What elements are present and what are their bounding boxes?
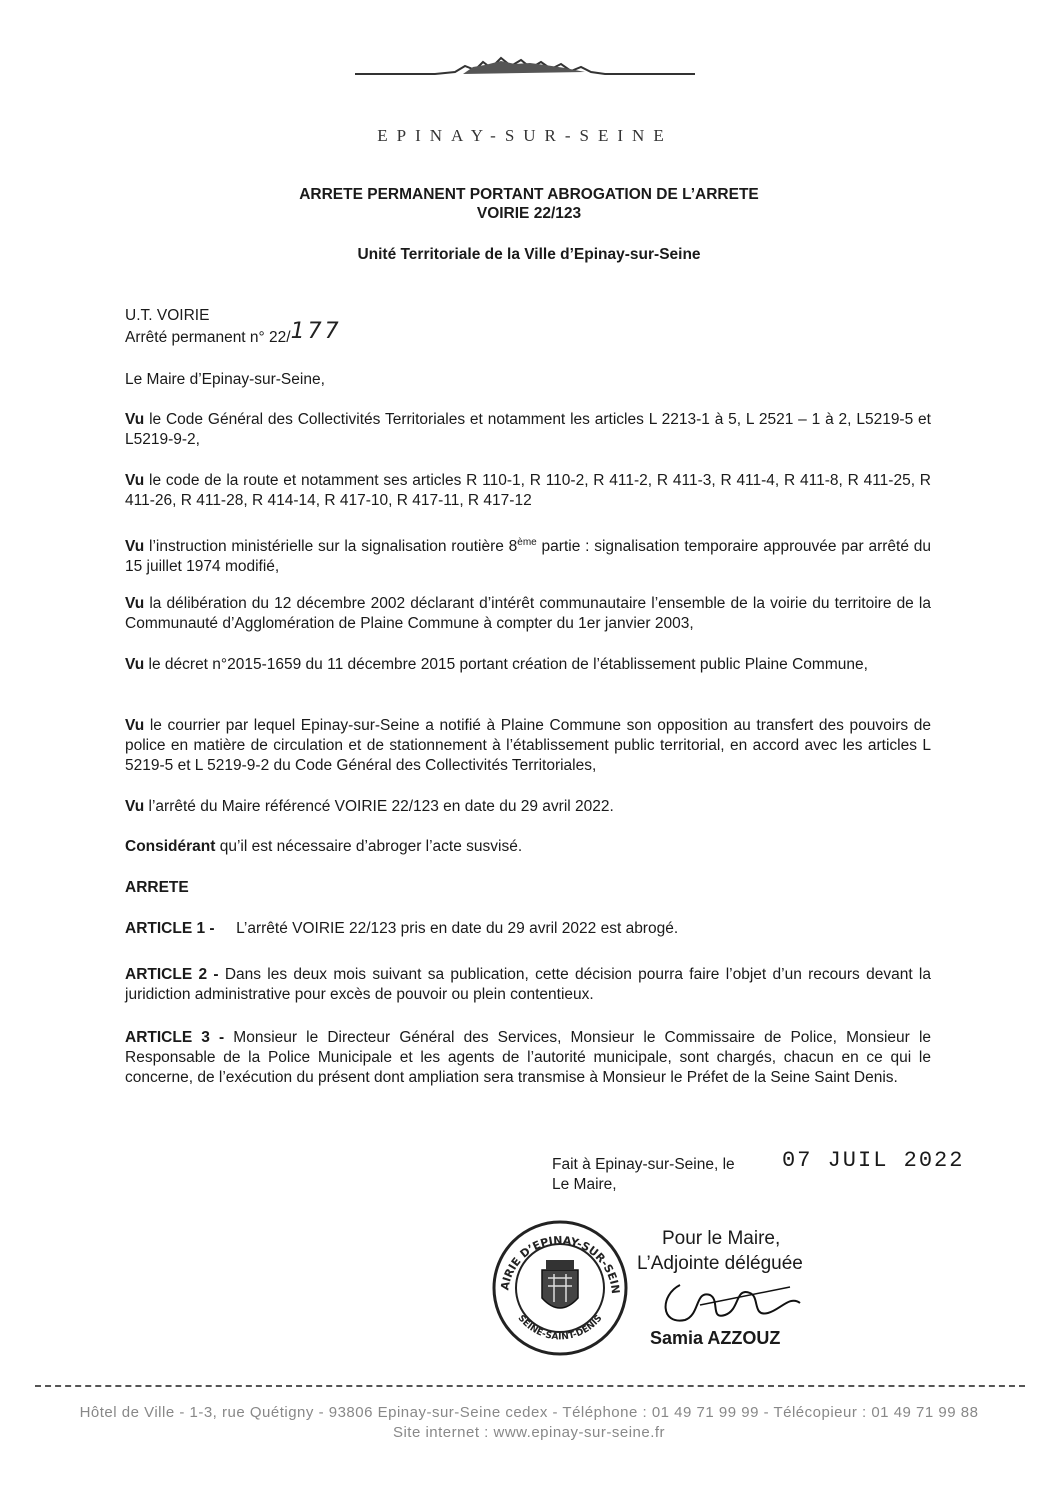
visa-text: partie : signalisation temporaire approuvée par arrêté du 15 juillet 1974 modifié, [125,538,932,576]
skyline-logo-icon [355,52,695,122]
logo-wordmark: EPINAY-SUR-SEINE [377,126,673,145]
footer-divider [35,1385,1025,1387]
article-label: ARTICLE 1 - [125,920,215,937]
arrete-number-handwritten: 177 [290,319,342,344]
visa-lead: Vu [125,595,145,612]
visa-paragraph [125,594,931,634]
visa-paragraph [125,533,931,577]
arrete-number-label: Arrêté permanent n° 22/ [125,329,291,346]
footer-website: Site internet : www.epinay-sur-seine.fr [392,1424,666,1441]
visa-text: la délibération du 12 décembre 2002 déclarant d’intérêt communautaire l’ensemble de la voirie du territoire de la Communauté d’Agglomération de Plaine Commune à compter du 1er janvier 2003, [125,595,931,632]
article-label: ARTICLE 3 - [125,1029,225,1046]
seal-text-top: AIRIE D’EPINAY-SUR-SEIN [498,1233,623,1295]
visa-text: le courrier par lequel Epinay-sur-Seine a notifié à Plaine Commune son opposition au transfert des pouvoirs de police en matière de circulation et de stationnement à l’établissement public territorial, en accord avec les articles L 5219-5 et L 5219-9-2 du Code Général des Collectivités Territoriales, [125,717,931,774]
visa-lead: Vu [125,472,145,489]
unit-label: U.T. VOIRIE [125,307,210,324]
visa-paragraph [125,471,931,511]
visa-lead: Vu [125,411,145,428]
footer-address: Hôtel de Ville - 1-3, rue Quétigny - 93806 Epinay-sur-Seine cedex - Téléphone : 01 49 71 99 99 - Télécopieur : 01 49 71 99 88 [79,1404,979,1421]
visa-lead: Vu [125,656,145,673]
considerant-paragraph [125,837,931,857]
deputy-text: L’Adjointe déléguée [637,1253,803,1274]
visa-paragraph [125,410,931,450]
place-label: Fait à Epinay-sur-Seine, le [552,1156,735,1173]
city-logo [355,52,695,145]
article-label: ARTICLE 2 - [125,966,219,983]
visa-paragraph [125,655,931,675]
document-subtitle: Unité Territoriale de la Ville d’Epinay-sur-Seine [357,246,701,263]
visa-text: le Code Général des Collectivités Territoriales et notamment les articles L 2213-1 à 5, L 2521 – 1 à 2, L5219-5 et L5219-9-2, [125,411,931,448]
visa-lead: Vu [125,538,145,556]
visa-lead: Vu [125,798,145,815]
considerant-lead: Considérant [125,838,216,855]
visa-text: le code de la route et notamment ses articles R 110-1, R 110-2, R 411-2, R 411-3, R 411-4, R 411-8, R 411-25, R 411-26, R 411-28, R 414-14, R 417-10, R 417-11, R 417-12 [125,472,931,509]
considerant-text: qu’il est nécessaire d’abroger l’acte susvisé. [215,838,523,855]
intro-text: Le Maire d’Epinay-sur-Seine, [125,371,325,388]
article-text: L’arrêté VOIRIE 22/123 pris en date du 29 avril 2022 est abrogé. [236,920,679,937]
document-title-line2: VOIRIE 22/123 [476,205,582,222]
seal-text-bottom: SEINE-SAINT-DENIS [515,1313,605,1343]
article-text: Dans les deux mois suivant sa publication, cette décision pourra faire l’objet d’un recours devant la juridiction administrative pour excès de pouvoir ou plein contentieux. [125,966,931,1003]
city-seal-icon [490,1218,630,1358]
signatory-name: Samia AZZOUZ [650,1328,781,1348]
visa-paragraph [125,716,931,776]
visa-superscript: ème [517,537,537,548]
visa-lead: Vu [125,717,145,734]
for-mayor-text: Pour le Maire, [662,1228,781,1249]
article-2 [125,965,931,1005]
visa-text: le décret n°2015-1659 du 11 décembre 2015 portant création de l’établissement public Plaine Commune, [144,656,868,673]
article-1 [125,919,931,939]
visa-text: l’instruction ministérielle sur la signalisation routière 8 [144,538,518,556]
signature-scribble-icon [640,1275,820,1335]
mayor-role: Le Maire, [552,1176,617,1193]
visa-paragraph [125,797,931,817]
handwritten-signature [640,1275,820,1335]
visa-text: l’arrêté du Maire référencé VOIRIE 22/123 en date du 29 avril 2022. [144,798,614,815]
article-text: Monsieur le Directeur Général des Services, Monsieur le Commissaire de Police, Monsieur le Responsable de la Police Municipale et les agents de l’autorité municipale, sont chargés, chacun en ce qui le concerne, de l’exécution du présent dont ampliation sera transmise à Monsieur le Préfet de la Seine Saint Denis. [125,1029,932,1086]
arrete-number [125,319,342,348]
document-title-line1: ARRETE PERMANENT PORTANT ABROGATION DE L’ARRETE [299,186,759,203]
arrete-heading: ARRETE [125,879,189,896]
date-stamp: 07 JUIL 2022 [782,1148,965,1173]
article-3 [125,1028,931,1088]
official-seal [490,1218,630,1358]
